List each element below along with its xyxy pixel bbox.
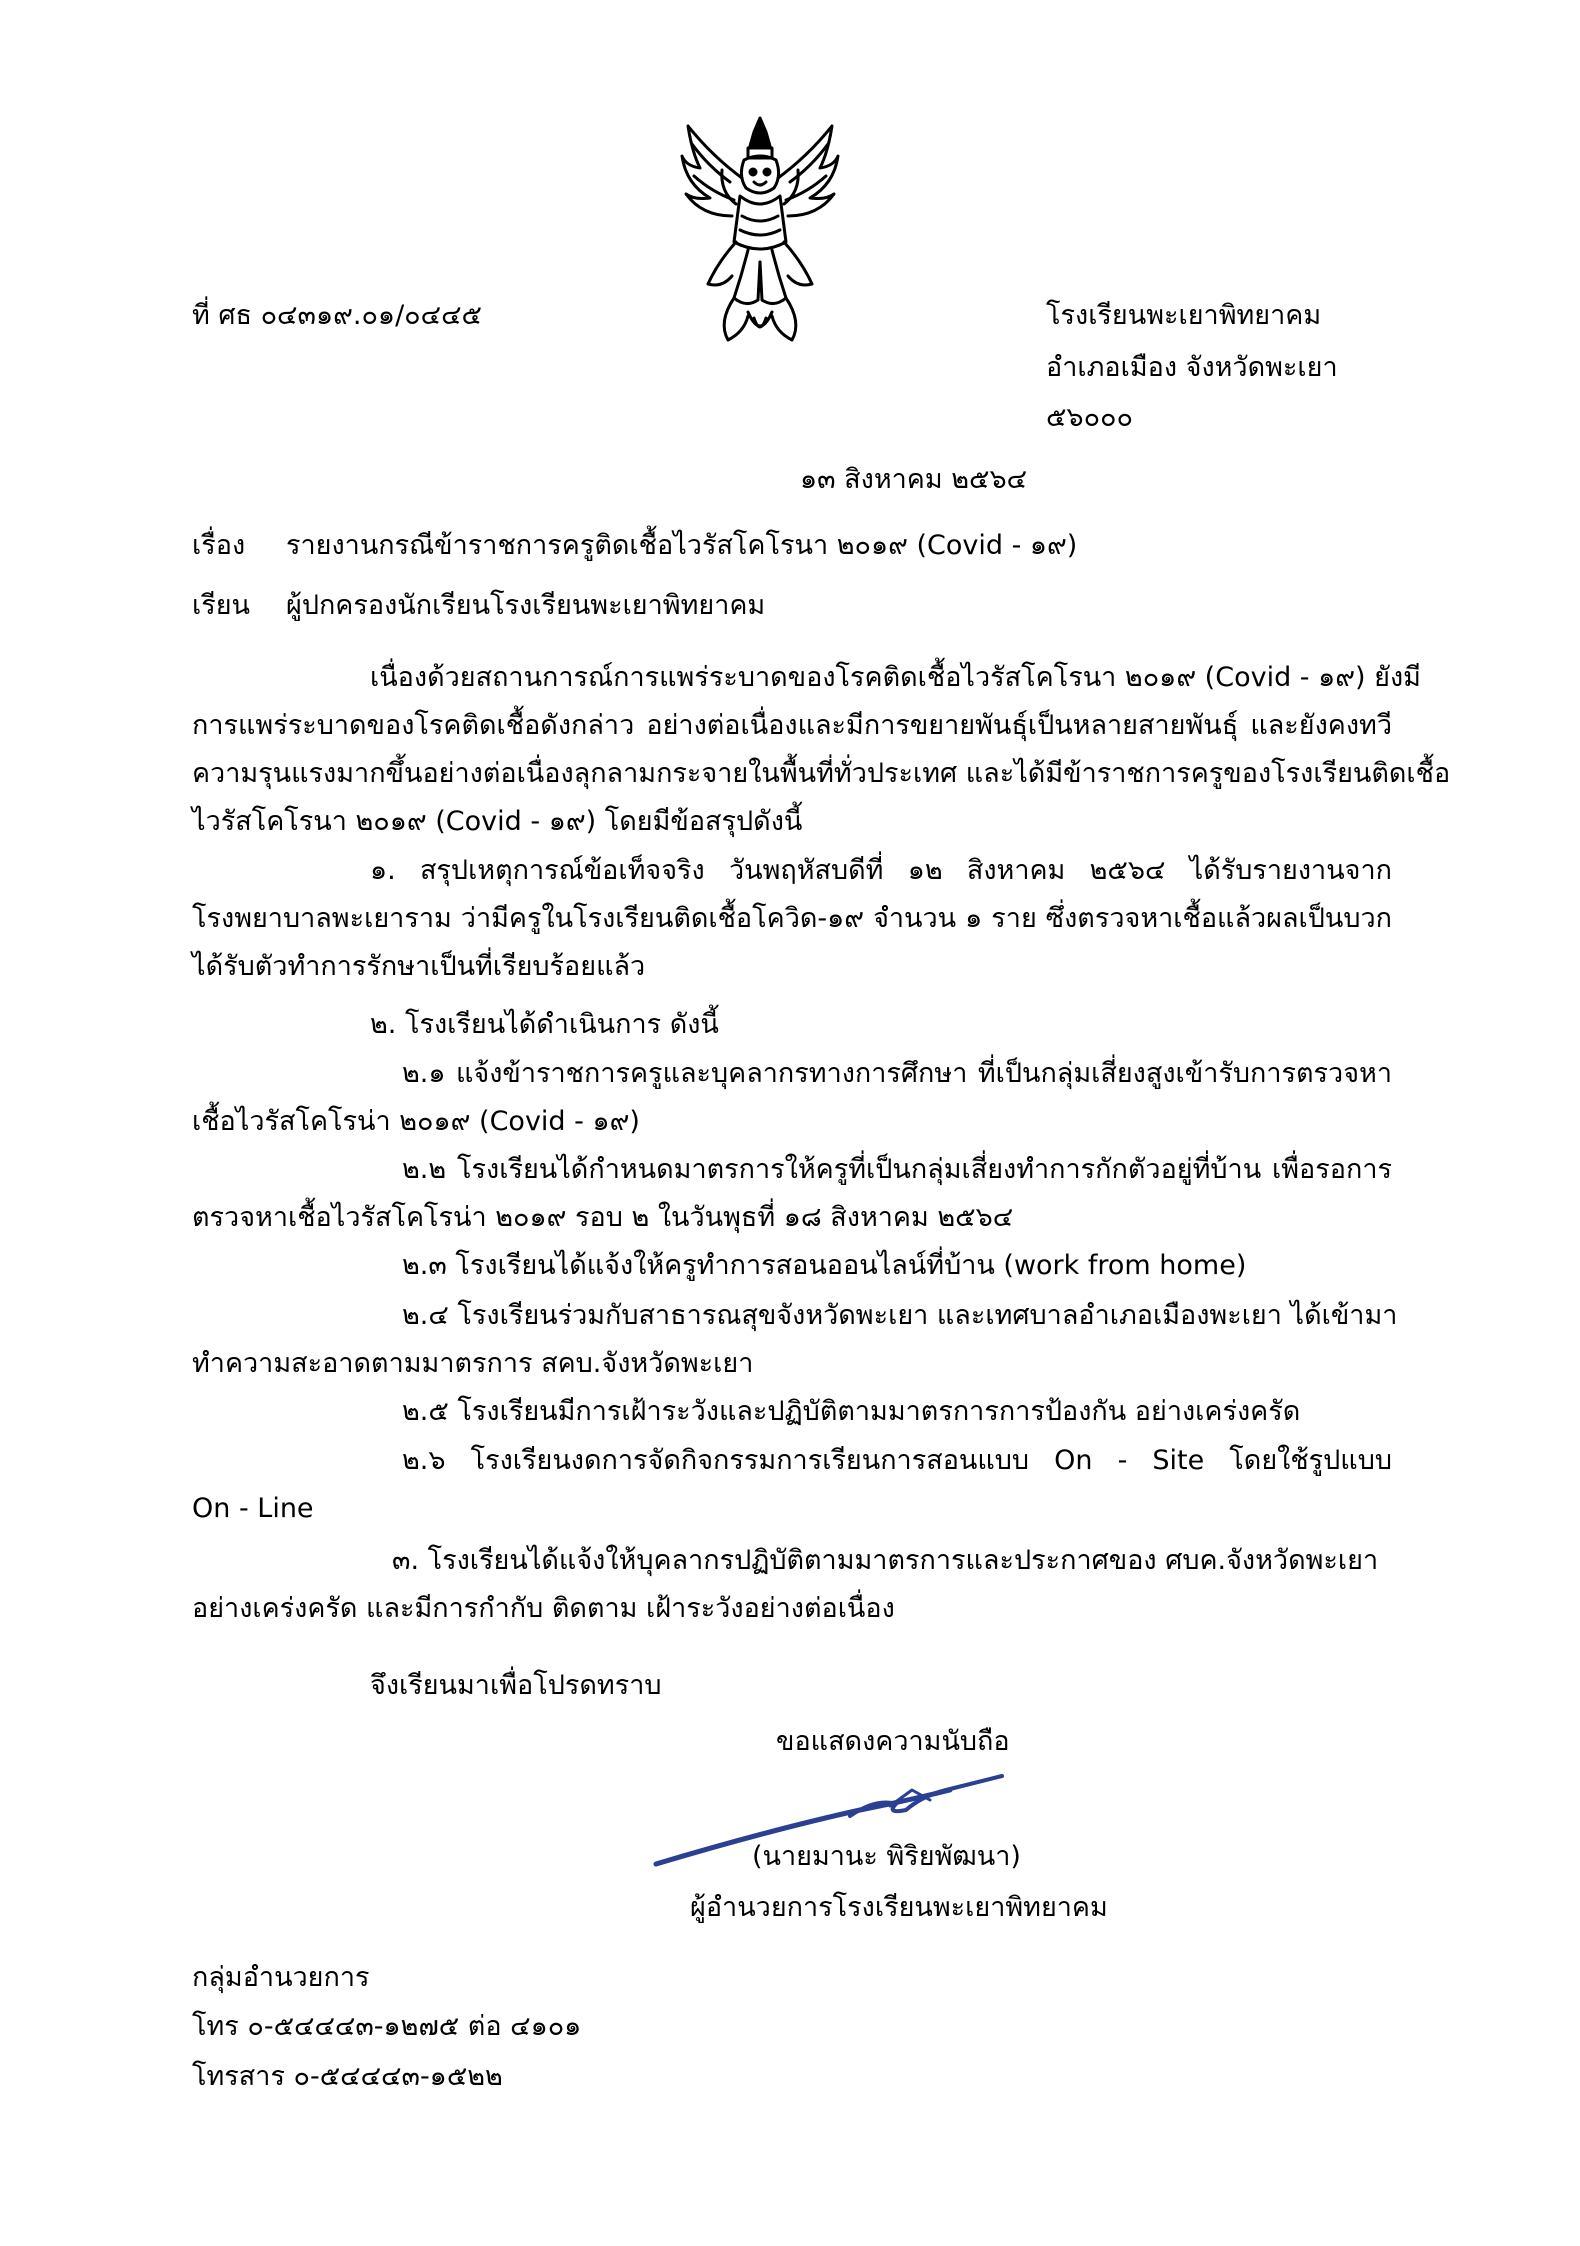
item-1-line-3: ได้รับตัวทำการรักษาเป็นที่เรียบร้อยแล้ว [192, 951, 646, 982]
item-3-line-2: อย่างเคร่งครัด และมีการกำกับ ติดตาม เฝ้าระวังอย่างต่อเนื่อง [192, 1593, 895, 1624]
item-2-4-line-2: ทำความสะอาดตามมาตรการ สคบ.จังหวัดพะเยา [192, 1348, 754, 1379]
intro-line-3: ความรุนแรงมากขึ้นอย่างต่อเนื่องลุกลามกระจายในพื้นที่ทั่วประเทศ และได้มีข้าราชการครูของโรงเรียนติดเชื้อ [192, 758, 1451, 789]
sender-school-name: โรงเรียนพะเยาพิทยาคม [1046, 300, 1322, 331]
item-2-1-line-1: ๒.๑ แจ้งข้าราชการครูและบุคลากรทางการศึกษา ที่เป็นกลุ่มเสี่ยงสูงเข้ารับการตรวจหา [402, 1058, 1392, 1089]
item-1-line-1: ๑. สรุปเหตุการณ์ข้อเท็จจริง วันพฤหัสบดีที่ ๑๒ สิงหาคม ๒๕๖๔ ได้รับรายงานจาก [370, 855, 1392, 886]
intro-line-4: ไวรัสโคโรนา ๒๐๑๙ (Covid - ๑๙) โดยมีข้อสรุปดังนี้ [192, 806, 803, 837]
reference-number: ที่ ศธ ๐๔๓๑๙.๐๑/๐๔๔๕ [192, 300, 482, 331]
signatory-name: (นายมานะ พิริยพัฒนา) [752, 1841, 1021, 1872]
item-2-2-line-1: ๒.๒ โรงเรียนได้กำหนดมาตรการให้ครูที่เป็นกลุ่มเสี่ยงทำการกักตัวอยู่ที่บ้าน เพื่อรอการ [402, 1154, 1392, 1185]
item-2-1-line-2: เชื้อไวรัสโคโรน่า ๒๐๑๙ (Covid - ๑๙) [192, 1106, 640, 1137]
item-3-line-1: ๓. โรงเรียนได้แจ้งให้บุคลากรปฏิบัติตามมาตรการและประกาศของ ศบค.จังหวัดพะเยา [392, 1545, 1379, 1576]
subject-text: รายงานกรณีข้าราชการครูติดเชื้อไวรัสโคโรนา ๒๐๑๙ (Covid - ๑๙) [286, 530, 1078, 561]
item-2-heading: ๒. โรงเรียนได้ดำเนินการ ดังนี้ [370, 1009, 719, 1040]
item-2-2-line-2: ตรวจหาเชื้อไวรัสโคโรน่า ๒๐๑๙ รอบ ๒ ในวันพุธที่ ๑๘ สิงหาคม ๒๕๖๔ [192, 1202, 1014, 1233]
item-2-5: ๒.๕ โรงเรียนมีการเฝ้าระวังและปฏิบัติตามมาตรการการป้องกัน อย่างเคร่งครัด [402, 1396, 1301, 1427]
item-2-4-paragraph [192, 1292, 1398, 1388]
footer-phone: โทร ๐-๕๔๔๔๓-๑๒๗๕ ต่อ ๔๑๐๑ [192, 2011, 582, 2042]
item-2-1-paragraph [192, 1050, 1392, 1146]
item-3-paragraph [192, 1537, 1392, 1633]
recipient-label: เรียน [192, 590, 251, 621]
footer-fax: โทรสาร ๐-๕๔๔๔๓-๑๕๒๒ [192, 2061, 503, 2092]
intro-line-2: การแพร่ระบาดของโรคติดเชื้อดังกล่าว อย่างต่อเนื่องและมีการขยายพันธุ์เป็นหลายสายพันธุ์ และยังคงทวี [192, 710, 1392, 741]
recipient-text: ผู้ปกครองนักเรียนโรงเรียนพะเยาพิทยาคม [286, 590, 766, 621]
item-2-6-paragraph [192, 1437, 1392, 1533]
intro-line-1: เนื่องด้วยสถานการณ์การแพร่ระบาดของโรคติดเชื้อไวรัสโคโรนา ๒๐๑๙ (Covid - ๑๙) ยังมี [370, 662, 1421, 693]
item-2-4-line-1: ๒.๔ โรงเรียนร่วมกับสาธารณสุขจังหวัดพะเยา และเทศบาลอำเภอเมืองพะเยา ได้เข้ามา [402, 1300, 1398, 1331]
item-2-3: ๒.๓ โรงเรียนได้แจ้งให้ครูทำการสอนออนไลน์ที่บ้าน (work from home) [402, 1250, 1247, 1281]
item-2-2-paragraph [192, 1146, 1392, 1242]
signatory-position: ผู้อำนวยการโรงเรียนพะเยาพิทยาคม [690, 1892, 1108, 1923]
sender-district: อำเภอเมือง จังหวัดพะเยา [1046, 352, 1338, 383]
item-2-6-line-1: ๒.๖ โรงเรียนงดการจัดกิจกรรมการเรียนการสอนแบบ On - Site โดยใช้รูปแบบ [402, 1445, 1392, 1476]
item-1-paragraph [192, 847, 1392, 991]
salutation: ขอแสดงความนับถือ [776, 1726, 1010, 1757]
sender-postcode: ๕๖๐๐๐ [1046, 402, 1134, 433]
footer-department: กลุ่มอำนวยการ [192, 1962, 370, 1993]
subject-label: เรื่อง [192, 530, 246, 561]
garuda-emblem-icon [678, 112, 843, 347]
letter-date: ๑๓ สิงหาคม ๒๕๖๔ [800, 464, 1028, 495]
item-1-line-2: โรงพยาบาลพะเยาราม ว่ามีครูในโรงเรียนติดเชื้อโควิด-๑๙ จำนวน ๑ ราย ซึ่งตรวจหาเชื้อแล้วผลเป็นบวก [192, 903, 1392, 934]
closing-line: จึงเรียนมาเพื่อโปรดทราบ [370, 1670, 662, 1701]
intro-paragraph [192, 654, 1451, 846]
item-2-6-line-2: On - Line [192, 1493, 314, 1524]
